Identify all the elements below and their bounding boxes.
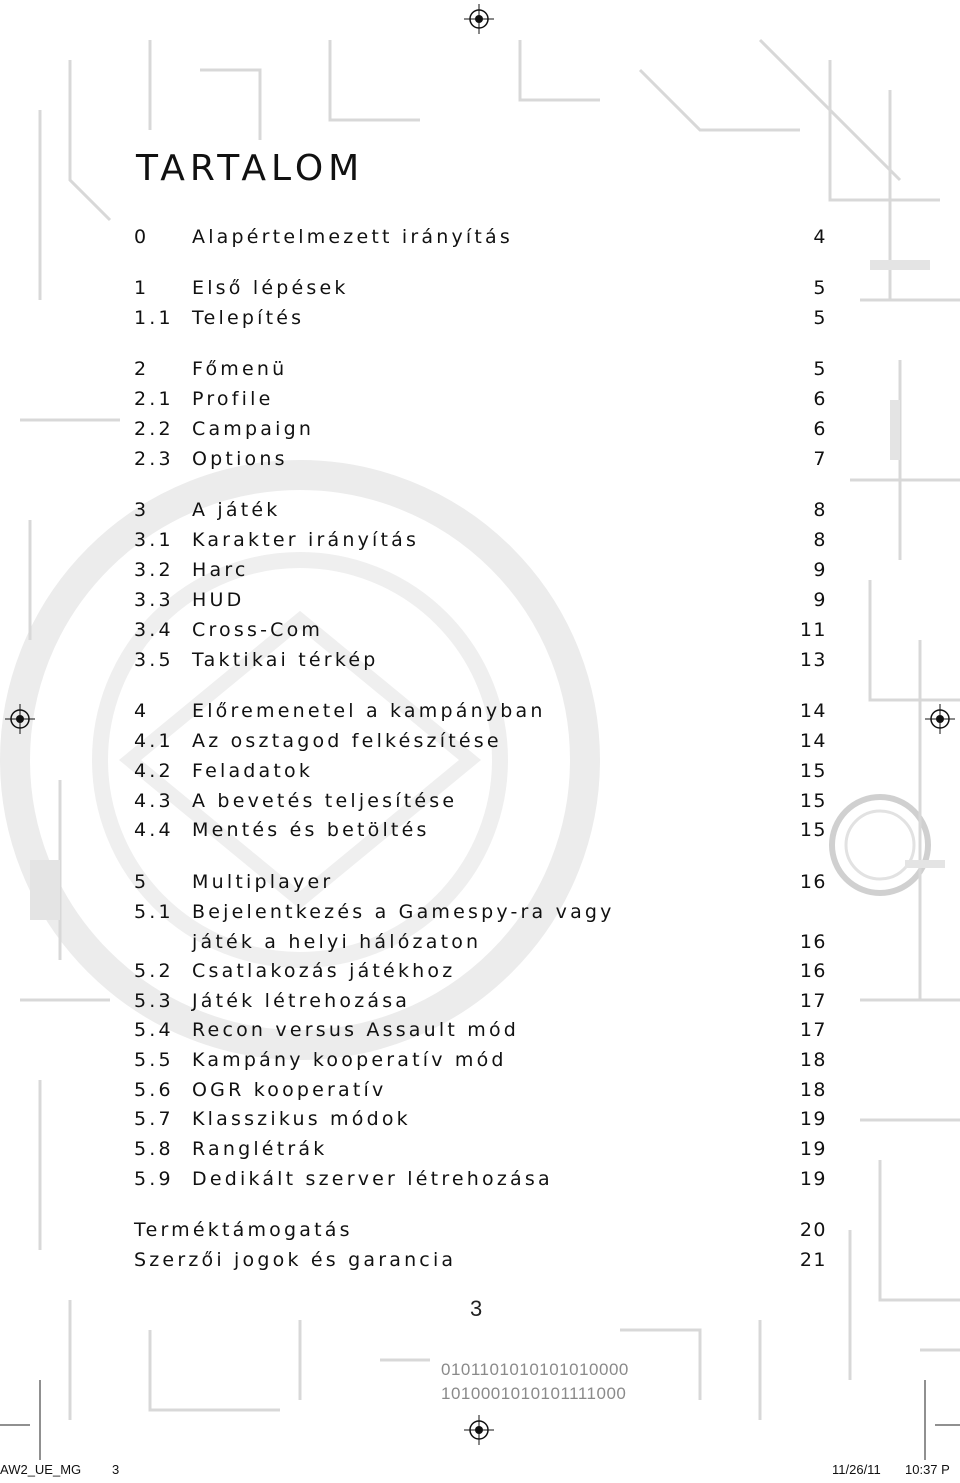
toc-label: Előremenetel a kampányban — [192, 700, 546, 722]
toc-number: 4.1 — [134, 730, 174, 752]
toc-page: 18 — [799, 1079, 827, 1101]
slug-date: 11/26/11 — [832, 1462, 881, 1477]
toc-label: OGR kooperatív — [192, 1079, 387, 1101]
toc-entry — [134, 927, 827, 957]
toc-page: 16 — [799, 871, 827, 893]
toc-page: 13 — [799, 649, 827, 671]
toc-number: 3.3 — [134, 589, 174, 611]
toc-number: 4.4 — [134, 819, 174, 841]
toc-number: 2.3 — [134, 448, 174, 470]
toc-label: HUD — [192, 589, 245, 611]
toc-label: Karakter irányítás — [192, 529, 420, 551]
toc-page: 14 — [799, 730, 827, 752]
toc-entry — [134, 384, 827, 414]
toc-entry — [134, 222, 827, 252]
toc-page: 15 — [799, 819, 827, 841]
toc-number: 5.1 — [134, 901, 174, 923]
toc-page: 17 — [799, 990, 827, 1012]
toc-entry — [134, 1015, 827, 1045]
toc-number: 5.8 — [134, 1138, 174, 1160]
toc-number: 4.2 — [134, 760, 174, 782]
toc-label: Profile — [192, 388, 274, 410]
toc-label: Taktikai térkép — [192, 649, 379, 671]
toc-number: 3.2 — [134, 559, 174, 581]
toc-entry — [134, 303, 827, 333]
toc-label: Harc — [192, 559, 249, 581]
toc-number: 3.5 — [134, 649, 174, 671]
toc-page: 8 — [813, 499, 827, 521]
toc-number: 2.2 — [134, 418, 174, 440]
toc-entry — [134, 273, 827, 303]
toc-number: 3.4 — [134, 619, 174, 641]
toc-label: Játék létrehozása — [192, 990, 411, 1012]
toc-label: Telepítés — [192, 307, 305, 329]
toc-entry — [134, 726, 827, 756]
toc-number: 5.2 — [134, 960, 174, 982]
toc-number: 5.6 — [134, 1079, 174, 1101]
toc-page: 5 — [813, 277, 827, 299]
toc-label: Ranglétrák — [192, 1138, 328, 1160]
toc-page: 19 — [799, 1108, 827, 1130]
toc-page: 17 — [799, 1019, 827, 1041]
toc-label: Szerzői jogok és garancia — [134, 1249, 457, 1271]
toc-number: 0 — [134, 226, 150, 248]
toc-bottom-entry — [134, 1215, 827, 1245]
toc-page: 8 — [813, 529, 827, 551]
toc-entry — [134, 555, 827, 585]
toc-number: 5.5 — [134, 1049, 174, 1071]
toc-entry — [134, 414, 827, 444]
toc-number: 4 — [134, 700, 150, 722]
toc-label: Első lépések — [192, 277, 349, 299]
toc-entry — [134, 956, 827, 986]
toc-number: 1.1 — [134, 307, 174, 329]
toc-label: A játék — [192, 499, 281, 521]
toc-page: 11 — [799, 619, 827, 641]
toc-number: 4.3 — [134, 790, 174, 812]
toc-entry — [134, 525, 827, 555]
toc-label: Klasszikus módok — [192, 1108, 411, 1130]
toc-page: 18 — [799, 1049, 827, 1071]
toc-entry — [134, 986, 827, 1016]
toc-label: Dedikált szerver létrehozása — [192, 1168, 553, 1190]
registration-mark-top — [464, 4, 494, 34]
toc-label: Csatlakozás játékhoz — [192, 960, 456, 982]
toc-entry — [134, 897, 827, 927]
toc-number: 2.1 — [134, 388, 174, 410]
toc-entry — [134, 1075, 827, 1105]
toc-page: 19 — [799, 1138, 827, 1160]
registration-mark-left — [5, 704, 35, 734]
toc-label: Campaign — [192, 418, 315, 440]
page-title: TARTALOM — [136, 148, 365, 189]
toc-bottom-entry — [134, 1245, 827, 1275]
toc-entry — [134, 354, 827, 384]
toc-label: játék a helyi hálózaton — [192, 931, 482, 953]
toc-label: Cross-Com — [192, 619, 324, 641]
registration-mark-bottom — [464, 1415, 494, 1445]
toc-number: 5.7 — [134, 1108, 174, 1130]
toc-entry — [134, 1134, 827, 1164]
slug-page: 3 — [112, 1462, 120, 1477]
slug-filename: AW2_UE_MG — [0, 1462, 82, 1477]
toc-number: 5.4 — [134, 1019, 174, 1041]
toc-page: 16 — [799, 931, 827, 953]
toc-entry — [134, 1104, 827, 1134]
toc-number: 5 — [134, 871, 150, 893]
toc-page: 4 — [813, 226, 827, 248]
toc-label: Az osztagod felkészítése — [192, 730, 502, 752]
toc-number: 5.3 — [134, 990, 174, 1012]
binary-line-1: 0101101010101010000 — [441, 1360, 629, 1379]
toc-label: Multiplayer — [192, 871, 334, 893]
registration-mark-right — [925, 704, 955, 734]
toc-label: Kampány kooperatív mód — [192, 1049, 507, 1071]
toc-entry — [134, 645, 827, 675]
toc-page: 19 — [799, 1168, 827, 1190]
toc-label: A bevetés teljesítése — [192, 790, 458, 812]
toc-page: 15 — [799, 760, 827, 782]
toc-entry — [134, 867, 827, 897]
binary-line-2: 1010001010101111000 — [441, 1384, 627, 1403]
toc-label: Options — [192, 448, 288, 470]
toc-number: 3 — [134, 499, 150, 521]
toc-number: 3.1 — [134, 529, 174, 551]
toc-number: 1 — [134, 277, 150, 299]
toc-entry — [134, 585, 827, 615]
toc-entry — [134, 815, 827, 845]
toc-page: 16 — [799, 960, 827, 982]
toc-entry — [134, 756, 827, 786]
toc-number: 5.9 — [134, 1168, 174, 1190]
toc-page: 5 — [813, 307, 827, 329]
toc-page: 14 — [799, 700, 827, 722]
toc-page: 6 — [813, 418, 827, 440]
toc-page: 9 — [813, 559, 827, 581]
toc-page: 15 — [799, 790, 827, 812]
toc-entry — [134, 786, 827, 816]
toc-number: 2 — [134, 358, 150, 380]
page-number: 3 — [470, 1296, 483, 1321]
toc-entry — [134, 696, 827, 726]
toc-entry — [134, 1164, 827, 1194]
toc-entry — [134, 615, 827, 645]
toc-label: Terméktámogatás — [134, 1219, 353, 1241]
toc-label: Mentés és betöltés — [192, 819, 430, 841]
toc-label: Bejelentkezés a Gamespy-ra vagy — [192, 901, 615, 923]
toc-label: Főmenü — [192, 358, 288, 380]
toc-page: 5 — [813, 358, 827, 380]
toc-page: 7 — [813, 448, 827, 470]
toc-page: 21 — [799, 1249, 827, 1271]
toc-page: 9 — [813, 589, 827, 611]
toc-label: Feladatok — [192, 760, 314, 782]
toc-page: 20 — [799, 1219, 827, 1241]
toc-entry — [134, 444, 827, 474]
toc-entry — [134, 495, 827, 525]
toc-label: Alapértelmezett irányítás — [192, 226, 513, 248]
toc-entry — [134, 1045, 827, 1075]
toc-page: 6 — [813, 388, 827, 410]
toc-label: Recon versus Assault mód — [192, 1019, 520, 1041]
slug-time: 10:37 P — [905, 1462, 950, 1477]
